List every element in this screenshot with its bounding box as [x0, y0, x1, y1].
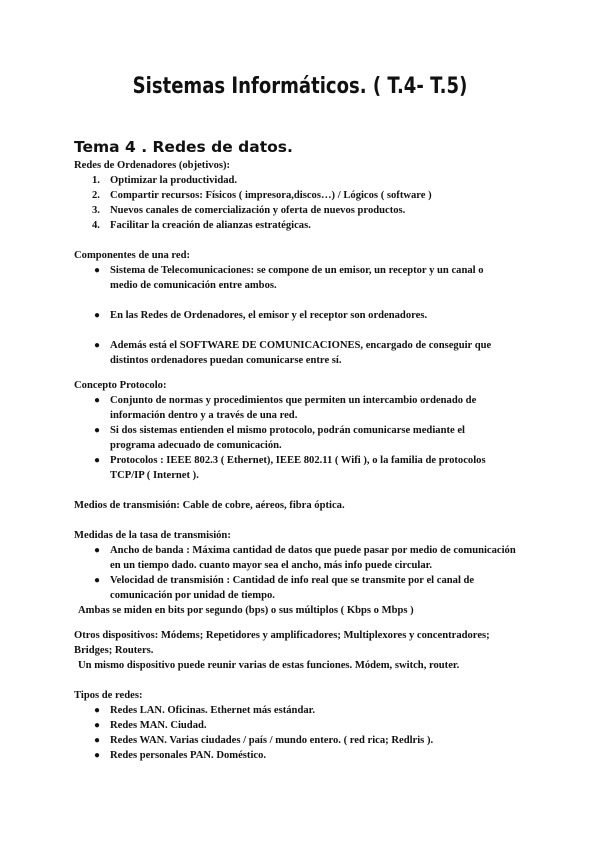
list-item: ● Velocidad de transmisión : Cantidad de info real que se transmite por el canal de comunicación por unidad de tiempo. [94, 575, 475, 601]
medios-text: Medios de transmisión: Cable de cobre, aéreos, fibra óptica. [74, 500, 345, 511]
bullet-icon: ● [94, 340, 101, 351]
objetivos-label: Redes de Ordenadores (objetivos): [74, 160, 231, 171]
bullet-icon: ● [94, 425, 101, 436]
tipos-block [74, 688, 534, 763]
objetivos-list [92, 173, 534, 233]
list-item: 1. Optimizar la productividad. [92, 175, 238, 186]
list-item: ● Redes WAN. Varias ciudades / país / mundo entero. ( red rica; Redlris ). [94, 735, 434, 746]
list-item: 2. Compartir recursos: Físicos ( impresora,discos…) / Lógicos ( software ) [92, 190, 432, 201]
list-item: ● Redes personales PAN. Doméstico. [94, 750, 267, 761]
list-item: ● Protocolos : IEEE 802.3 ( Ethernet), IEEE 802.11 ( Wifi ), o la familia de protocolos TCP/IP ( Internet ). [94, 455, 486, 481]
bullet-icon: ● [94, 720, 101, 731]
bullet-icon: ● [94, 265, 101, 276]
list-item: 4. Facilitar la creación de alianzas estratégicas. [92, 220, 311, 231]
bullet-icon: ● [94, 735, 101, 746]
list-item: ● Conjunto de normas y procedimientos que permiten un intercambio ordenado de información dentro y a través de una red. [94, 395, 477, 421]
protocolo-label: Concepto Protocolo: [74, 380, 167, 391]
componentes-list [94, 263, 510, 368]
list-item: ● En las Redes de Ordenadores, el emisor y el receptor son ordenadores. [94, 310, 428, 321]
bullet-icon: ● [94, 705, 101, 716]
tipos-label: Tipos de redes: [74, 690, 143, 701]
bullet-icon: ● [94, 545, 101, 556]
bullet-icon: ● [94, 750, 101, 761]
list-item: ● Sistema de Telecomunicaciones: se compone de un emisor, un receptor y un canal o medio de comunicación entre ambos. [94, 265, 484, 291]
list-item: ● Redes MAN. Ciudad. [94, 720, 207, 731]
otros-block [74, 628, 524, 673]
list-item: ● Ancho de banda : Máxima cantidad de datos que puede pasar por medio de comunicación en un tiempo dado. cuanto mayor sea el ancho, más info puede circular. [94, 545, 516, 571]
list-item: ● Además está el SOFTWARE DE COMUNICACIONES, encargado de conseguir que distintos ordenadores puedan comunicarse entre sí. [94, 340, 492, 366]
tipos-list [94, 703, 534, 763]
bullet-icon: ● [94, 455, 101, 466]
medidas-note: Ambas se miden en bits por segundo (bps) o sus múltiplos ( Kbps o Mbps ) [78, 605, 414, 616]
bullet-icon: ● [94, 395, 101, 406]
protocolo-block [74, 378, 524, 483]
otros-text: Otros dispositivos: Módems; Repetidores y amplificadores; Multiplexores y concentradores; Bridges; Routers. [74, 630, 490, 656]
componentes-block [74, 248, 524, 368]
otros-note: Un mismo dispositivo puede reunir varias de estas funciones. Módem, switch, router. [78, 660, 460, 671]
objetivos-block [74, 158, 534, 233]
bullet-icon: ● [94, 310, 101, 321]
medidas-label: Medidas de la tasa de transmisión: [74, 530, 231, 541]
list-item: 3. Nuevos canales de comercialización y oferta de nuevos productos. [92, 205, 406, 216]
document-title: Sistemas Informáticos. ( T.4- T.5) [132, 74, 468, 99]
medidas-block [74, 528, 534, 618]
section-heading: Tema 4 . Redes de datos. [74, 138, 293, 156]
componentes-label: Componentes de una red: [74, 250, 191, 261]
medidas-list [94, 543, 520, 603]
list-item: ● Si dos sistemas entienden el mismo protocolo, podrán comunicarse mediante el programa adecuado de comunicación. [94, 425, 465, 451]
protocolo-list [94, 393, 510, 483]
list-item: ● Redes LAN. Oficinas. Ethernet más estándar. [94, 705, 316, 716]
bullet-icon: ● [94, 575, 101, 586]
